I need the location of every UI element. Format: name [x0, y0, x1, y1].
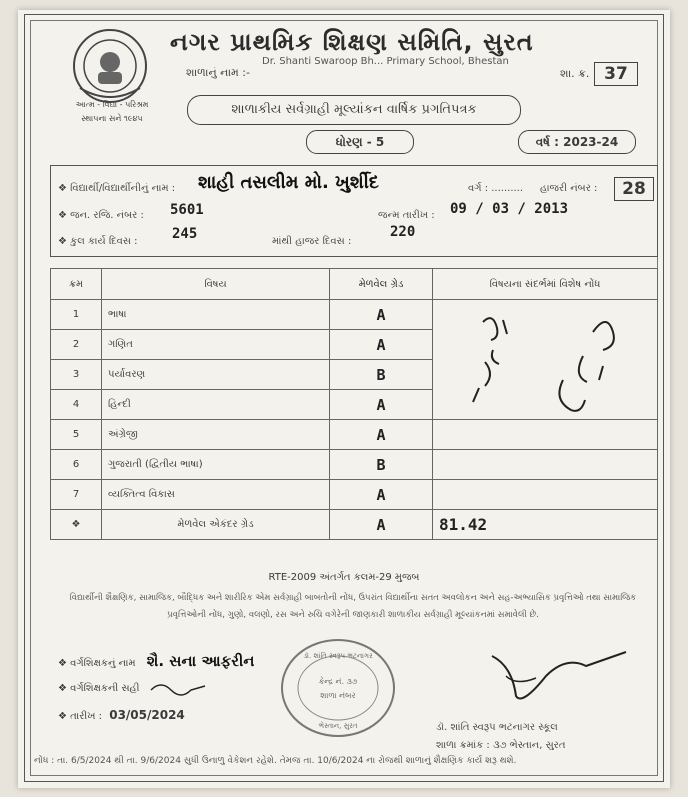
- school-name-label: શાળાનું નામ :-: [186, 66, 250, 79]
- row-number: 5: [51, 420, 102, 450]
- gr-number-label: ❖ જન. રજિ. નંબર :: [58, 210, 144, 221]
- subject-grade: B: [330, 450, 433, 480]
- rte-note: RTE-2009 અંતર્ગત કલમ-29 મુજબ: [268, 572, 420, 583]
- subject-name: પર્યાવરણ: [102, 360, 330, 390]
- date-label: ❖ તારીખ :: [58, 711, 103, 722]
- subject-name: ગુજરાતી (દ્વિતીય ભાષા): [102, 450, 330, 480]
- teacher-name-row: [58, 652, 254, 670]
- row-number: 1: [51, 300, 102, 330]
- subject-name: ભાષા: [102, 300, 330, 330]
- date-of-birth: 09 / 03 / 2013: [450, 201, 569, 217]
- col-header-subject: વિષય: [102, 269, 330, 300]
- col-header-no: ક્રમ: [51, 269, 102, 300]
- teacher-name-label: ❖ વર્ગશિક્ષકનું નામ: [58, 658, 136, 669]
- remarks-cell: [433, 480, 658, 510]
- student-name: શાહી તસલીમ મો. ખુર્શીદ: [198, 172, 379, 193]
- stamp-line-4: ભેસ્તાન, સુરત: [318, 722, 358, 730]
- table-row: [51, 300, 658, 330]
- subject-grade: A: [330, 390, 433, 420]
- subject-name: ગણિત: [102, 330, 330, 360]
- subject-grade: A: [330, 300, 433, 330]
- class-label: વર્ગ : ..........: [468, 183, 524, 194]
- row-number: 2: [51, 330, 102, 360]
- subject-name: હિન્દી: [102, 390, 330, 420]
- stamp-line-3: શાળા નંબર: [320, 691, 356, 700]
- remarks-cell: [433, 420, 658, 450]
- school-stamp-icon: [278, 636, 398, 740]
- row-number: 3: [51, 360, 102, 390]
- school-number: 37: [594, 62, 638, 86]
- attendance-no-label: હાજરી નંબર :: [540, 183, 598, 194]
- col-header-remarks: વિષયના સંદર્ભમાં વિશેષ નોંધ: [433, 269, 658, 300]
- principal-signature-icon: [486, 646, 636, 716]
- grades-table: [50, 268, 658, 540]
- subject-name: અંગ્રેજી: [102, 420, 330, 450]
- teacher-name: શૈ. સના આફરીન: [146, 652, 255, 670]
- dob-label: જન્મ તારીખ :: [378, 210, 435, 221]
- standard-badge: ધોરણ - 5: [306, 130, 414, 154]
- date-row: [58, 708, 185, 722]
- gr-number: 5601: [170, 202, 204, 218]
- vacation-footer-note: નોંધ : તા. 6/5/2024 થી તા. 9/6/2024 સુધી ઉનાળુ વેકેશન રહેશે. તેમજ તા. 10/6/2024 ના રોજથી શાળાનું શૈક્ષણિક કાર્ય શરૂ થશે.: [34, 756, 517, 766]
- present-days-label: માંથી હાજર દિવસ :: [272, 236, 352, 247]
- table-row: [51, 450, 658, 480]
- subject-grade: B: [330, 360, 433, 390]
- table-row: [51, 420, 658, 450]
- row-number: 7: [51, 480, 102, 510]
- table-header-row: [51, 269, 658, 300]
- teacher-sign-row: [58, 680, 209, 696]
- working-days: 245: [172, 226, 198, 242]
- page-title: નગર પ્રાથમિક શિક્ષણ સમિતિ, સુરત: [170, 28, 534, 56]
- row-number: 6: [51, 450, 102, 480]
- subject-name: વ્યક્તિત્વ વિકાસ: [102, 480, 330, 510]
- school-name: Dr. Shanti Swaroop Bh... Primary School, Bhestan: [262, 56, 509, 67]
- remarks-cell: [433, 300, 658, 420]
- school-logo-icon: [70, 26, 150, 106]
- report-date: 03/05/2024: [109, 708, 185, 722]
- col-header-grade: મેળવેલ ગ્રેડ: [330, 269, 433, 300]
- year-badge: વર્ષ : 2023-24: [518, 130, 636, 154]
- overall-grade: A: [330, 510, 433, 540]
- teacher-signature-icon: [149, 680, 209, 696]
- stamp-line-1: ડૉ. શાંતિ સ્વરૂપ ભટનાગર: [303, 652, 373, 660]
- principal-school-line: શાળા ક્રમાંક : ૩૭ ભેસ્તાન, સુરત: [436, 740, 566, 751]
- stamp-line-2: કેન્દ્ર નં. ૩૭: [318, 677, 358, 686]
- overall-percentage: 81.42: [433, 510, 658, 540]
- remarks-cell: [433, 450, 658, 480]
- principal-name: ડૉ. શાંતિ સ્વરૂપ ભટનાગર સ્કૂલ: [436, 722, 558, 733]
- overall-bullet: ❖: [51, 510, 102, 540]
- overall-grade-label: મેળવેલ એકંદર ગ્રેડ: [102, 510, 330, 540]
- subject-grade: A: [330, 330, 433, 360]
- student-name-label: ❖ વિદ્યાર્થી/વિદ્યાર્થીનીનું નામ :: [58, 183, 176, 194]
- logo-motto: આત્મ - વિદ્યા - પરિશ્રમ સ્થાપના સને ૧૯૪૫: [75, 100, 149, 123]
- teacher-sign-label: ❖ વર્ગશિક્ષકની સહી: [58, 683, 140, 694]
- report-title-ribbon: શાળાકીય સર્વગ્રાહી મૂલ્યાંકન વાર્ષિક પ્રગતિપત્રક: [187, 95, 521, 125]
- row-number: 4: [51, 390, 102, 420]
- handwritten-remark-icon: [443, 302, 673, 418]
- table-row: [51, 480, 658, 510]
- subject-grade: A: [330, 420, 433, 450]
- evaluation-paragraph: વિદ્યાર્થીની શૈક્ષણિક, સામાજિક, બૌદ્ધિક અને શારીરિક એમ સર્વગ્રાહી બાબતોની નોંધ, ઉપરાંત વિદ્યાર્થીના સતત અવલોકન અને સહ-અભ્યાસિક પ્રવૃત્તિઓ તથા સામાજિક પ્રવૃત્તિઓની નોંધ, ગુણો, વલણો, રસ અને રુચિ વગેરેની જાણકારી શાળાકીય સર્વગ્રાહી મૂલ્યાંકનમાં સમાવેલી છે.: [69, 593, 637, 620]
- overall-grade-row: [51, 510, 658, 540]
- subject-grade: A: [330, 480, 433, 510]
- working-days-label: ❖ કુલ કાર્ય દિવસ :: [58, 236, 138, 247]
- present-days: 220: [390, 224, 416, 240]
- attendance-number: 28: [614, 177, 654, 201]
- school-number-label: શા. ક્ર.: [560, 67, 590, 80]
